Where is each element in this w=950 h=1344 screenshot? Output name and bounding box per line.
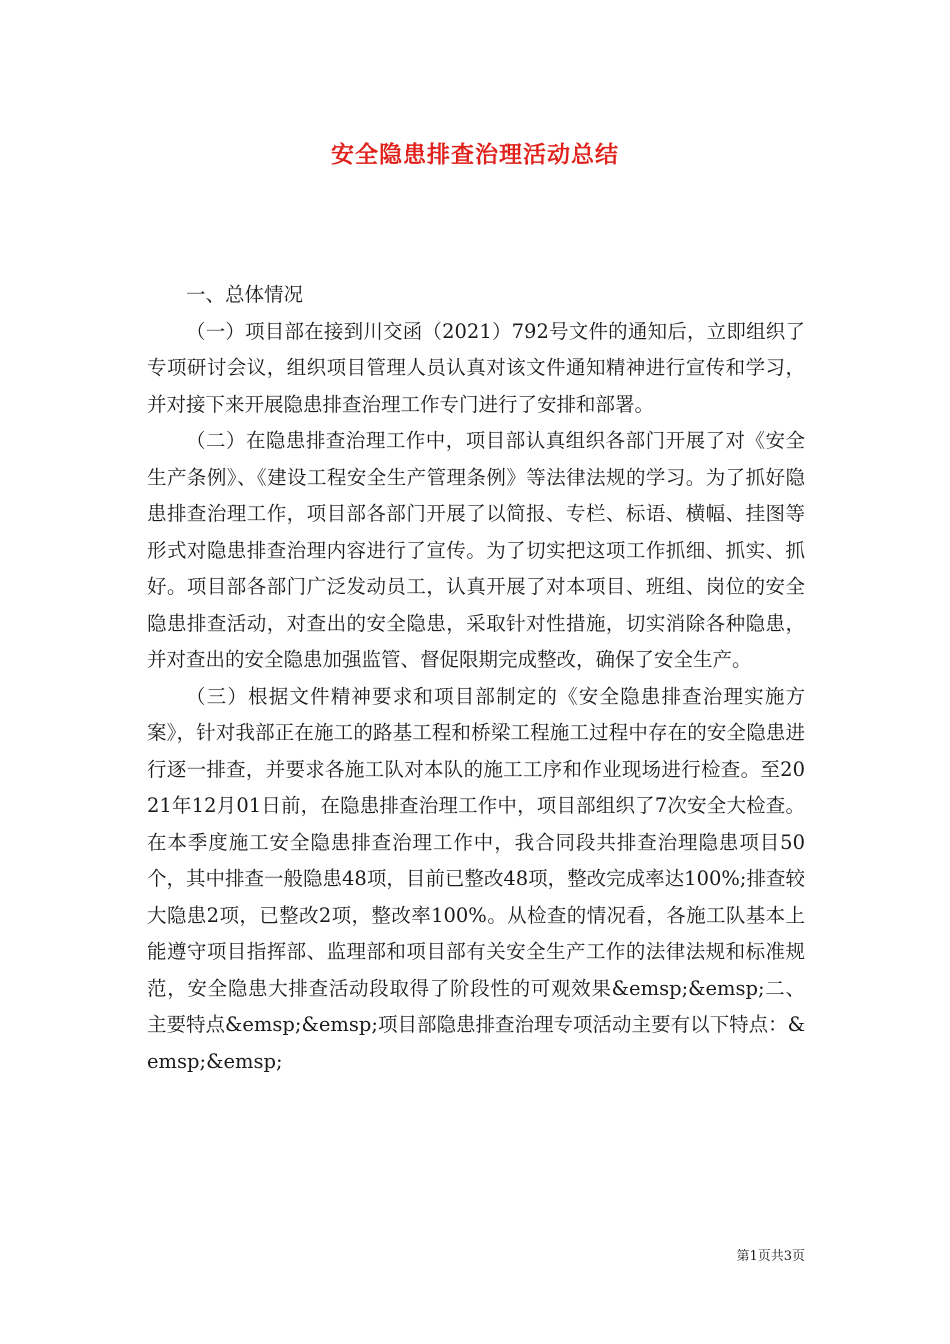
document-body — [147, 277, 805, 1080]
section-heading-overview: 一、总体情况 — [186, 283, 304, 306]
page-number-footer: 第1页共3页 — [736, 1249, 805, 1264]
paragraph-1: （一）项目部在接到川交函（2021）792号文件的通知后，立即组织了专项研讨会议，组织项目管理人员认真对该文件通知精神进行宣传和学习，并对接下来开展隐患排查治理工作专门进行了安排和部署。 — [147, 319, 805, 416]
document-title: 安全隐患排查治理活动总结 — [331, 141, 619, 168]
paragraph-2: （二）在隐患排查治理工作中，项目部认真组织各部门开展了对《安全生产条例》、《建设工程安全生产管理条例》等法律法规的学习。为了抓好隐患排查治理工作，项目部各部门开展了以简报、专栏、标语、横幅、挂图等形式对隐患排查治理内容进行了宣传。为了切实把这项工作抓细、抓实、抓好。项目部各部门广泛发动员工，认真开展了对本项目、班组、岗位的安全隐患排查活动，对查出的安全隐患，采取针对性措施，切实消除各种隐患，并对查出的安全隐患加强监管、督促限期完成整改，确保了安全生产。 — [147, 429, 805, 671]
paragraph-3: （三）根据文件精神要求和项目部制定的《安全隐患排查治理实施方案》，针对我部正在施工的路基工程和桥梁工程施工过程中存在的安全隐患进行逐一排查，并要求各施工队对本队的施工工序和作业现场进行检查。至2021年12月01日前，在隐患排查治理工作中，项目部组织了7次安全大检查。在本季度施工安全隐患排查治理工作中，我合同段共排查治理隐患项目50个，其中排查一般隐患48项，目前已整改48项，整改完成率达100%;排查较大隐患2项，已整改2项，整改率100%。从检查的情况看，各施工队基本上能遵守项目指挥部、监理部和项目部有关安全生产工作的法律法规和标准规范，安全隐患大排查活动段取得了阶段性的可观效果&emsp;&emsp;二、主要特点&emsp;&emsp;项目部隐患排查治理专项活动主要有以下特点：&emsp;&emsp; — [147, 684, 805, 1073]
